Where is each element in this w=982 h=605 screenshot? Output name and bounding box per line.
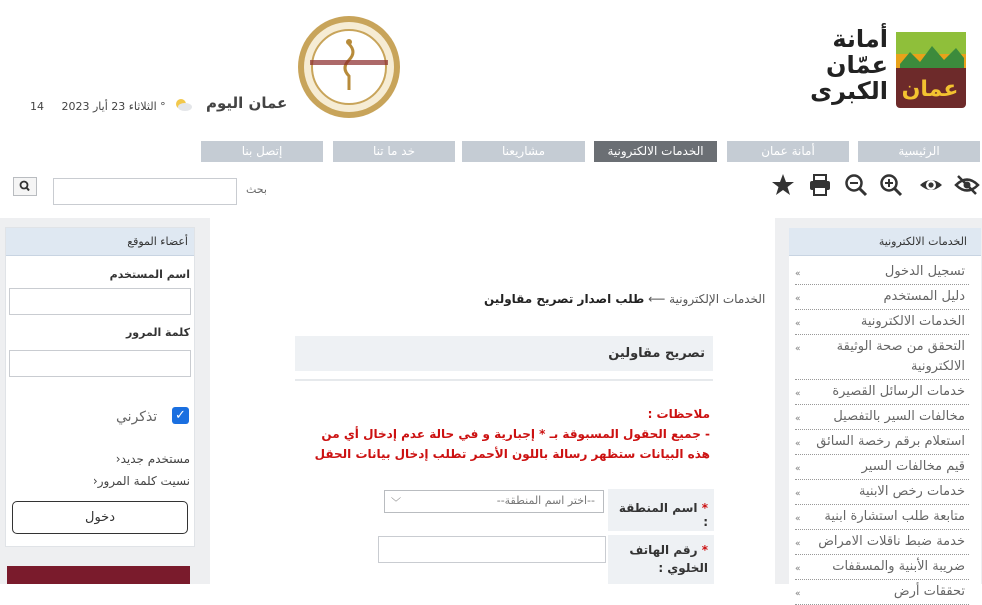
login-button[interactable]: دخول (12, 501, 188, 534)
title-divider (295, 379, 713, 381)
sidebar-item-login[interactable] (795, 260, 969, 285)
region-field-label (608, 489, 714, 531)
sidebar-item-building-consultation[interactable] (795, 505, 969, 530)
chevron-icon: « (795, 564, 801, 574)
region-label-text: اسم المنطقة : (618, 501, 708, 529)
form-title: تصريح مقاولين (295, 336, 713, 371)
sidebar-item-label: قيم مخالفات السير (861, 459, 965, 474)
password-input[interactable] (9, 350, 191, 377)
notes-text: - جميع الحقول المسبوقة بـ * إجبارية و في حالة عدم إدخال أي من هذه البيانات ستظهر رسالة باللون الأحمر تطلب إدخال بيانات الحقل (314, 427, 710, 461)
sidebar-item-building-tax[interactable] (795, 555, 969, 580)
form-notes (300, 404, 710, 464)
logo-line-2: عمّان (826, 51, 888, 79)
sidebar-item-land-checks[interactable] (795, 580, 969, 605)
star-icon[interactable] (770, 172, 796, 198)
breadcrumb (484, 292, 765, 306)
nav-amman[interactable]: أمانة عمان (727, 141, 849, 162)
required-mark: * (701, 501, 708, 515)
nav-home[interactable]: الرئيسية (858, 141, 980, 162)
username-label: اسم المستخدم (109, 268, 190, 281)
chevron-icon: « (795, 319, 801, 329)
nav-services[interactable]: خد ما تنا (333, 141, 455, 162)
sidebar-item-traffic-violations[interactable] (795, 405, 969, 430)
logo-line-1: أمانة (832, 25, 888, 53)
main-nav (200, 141, 980, 163)
chevron-icon: « (795, 489, 801, 499)
print-icon[interactable] (807, 172, 833, 198)
sidebar-item-vector-control[interactable] (795, 530, 969, 555)
breadcrumb-current: طلب اصدار تصريح مقاولين (484, 292, 645, 306)
sidebar-item-label: متابعة طلب استشارة ابنية (824, 509, 965, 524)
chevron-icon: « (795, 344, 801, 354)
zoom-out-icon[interactable] (843, 172, 869, 198)
remember-me-label: تذكرني (116, 409, 158, 425)
members-login-panel (5, 227, 195, 547)
svg-text:عمان: عمان (901, 77, 959, 102)
search-icon (14, 178, 36, 195)
chevron-icon: « (795, 414, 801, 424)
logo-line-3: الكبرى (810, 77, 888, 105)
temperature-text: 14 ° (30, 100, 166, 113)
sidebar-item-label: خدمات رخص الابنية (859, 484, 965, 499)
forgot-password-link[interactable]: ›نسيت كلمة المرور (92, 474, 190, 488)
required-mark: * (701, 543, 708, 557)
chevron-down-icon: ﹀ (391, 498, 401, 509)
breadcrumb-parent[interactable]: الخدمات الإلكترونية (669, 292, 766, 306)
sidebar-item-building-permits[interactable] (795, 480, 969, 505)
login-panel-title: أعضاء الموقع (6, 228, 194, 256)
weather-date (30, 100, 166, 113)
zoom-in-icon[interactable] (878, 172, 904, 198)
new-user-link[interactable]: ›مستخدم جديد (115, 452, 190, 466)
eye-icon[interactable] (918, 172, 944, 198)
sidebar-item-sms[interactable] (795, 380, 969, 405)
date-text: الثلاثاء 23 أيار 2023 (61, 100, 157, 113)
chevron-icon: « (795, 294, 801, 304)
sidebar-item-e-services[interactable] (795, 310, 969, 335)
nav-e-services[interactable]: الخدمات الالكترونية (594, 141, 717, 162)
banner-strip (7, 566, 190, 584)
chevron-icon: « (795, 389, 801, 399)
nav-projects[interactable]: مشاريعنا (462, 141, 585, 162)
chevron-icon: « (795, 269, 801, 279)
city-label: عمان اليوم (206, 94, 288, 112)
e-services-sidebar (789, 228, 981, 599)
chevron-icon: « (795, 464, 801, 474)
chevron-icon: « (795, 589, 801, 599)
logo-text (810, 26, 888, 104)
sidebar-item-user-guide[interactable] (795, 285, 969, 310)
region-select[interactable] (384, 490, 604, 513)
sidebar-item-label: التحقق من صحة الوثيقة الالكترونية (836, 339, 965, 374)
sidebar-item-label: خدمة ضبط ناقلات الامراض (818, 534, 965, 549)
nav-contact[interactable]: إتصل بنا (201, 141, 323, 162)
region-select-value: --اختر اسم المنطقة-- (496, 494, 595, 507)
seal-of-excellence-icon (296, 14, 402, 120)
sidebar-item-label: مخالفات السير بالتفصيل (833, 409, 965, 424)
phone-field-label (608, 535, 714, 584)
logo-emblem-icon (890, 24, 970, 110)
sidebar-item-violation-values[interactable] (795, 455, 969, 480)
amman-logo[interactable] (810, 18, 970, 118)
search-input[interactable] (53, 178, 237, 205)
sidebar-item-label: دليل المستخدم (883, 289, 965, 304)
chevron-icon: « (795, 539, 801, 549)
partly-cloudy-icon (173, 96, 193, 112)
phone-label-text: رقم الهاتف الخلوي : (629, 543, 708, 575)
remember-me-checkbox[interactable]: ✓ (172, 407, 189, 424)
hide-eye-icon[interactable] (954, 172, 980, 198)
search-button[interactable] (13, 177, 37, 196)
sidebar-item-label: ضريبة الأبنية والمسقفات (832, 559, 965, 574)
notes-title: ملاحظات : (647, 407, 710, 421)
sidebar-item-license-query[interactable] (795, 430, 969, 455)
sidebar-title: الخدمات الالكترونية (789, 228, 981, 256)
search-label: بحث (246, 183, 267, 196)
sidebar-item-label: خدمات الرسائل القصيرة (832, 384, 965, 399)
sidebar-item-label: تسجيل الدخول (884, 264, 965, 279)
mobile-phone-input[interactable] (378, 536, 606, 563)
sidebar-item-label: استعلام برقم رخصة السائق (816, 434, 965, 449)
password-label: كلمة المرور (125, 326, 190, 339)
chevron-icon: « (795, 514, 801, 524)
breadcrumb-arrow: ⟵ (648, 292, 666, 306)
sidebar-item-label: تحققات أرض (893, 584, 965, 599)
sidebar-item-label: الخدمات الالكترونية (860, 314, 965, 329)
chevron-icon: « (795, 439, 801, 449)
username-input[interactable] (9, 288, 191, 315)
sidebar-item-verify-document[interactable] (795, 335, 969, 380)
